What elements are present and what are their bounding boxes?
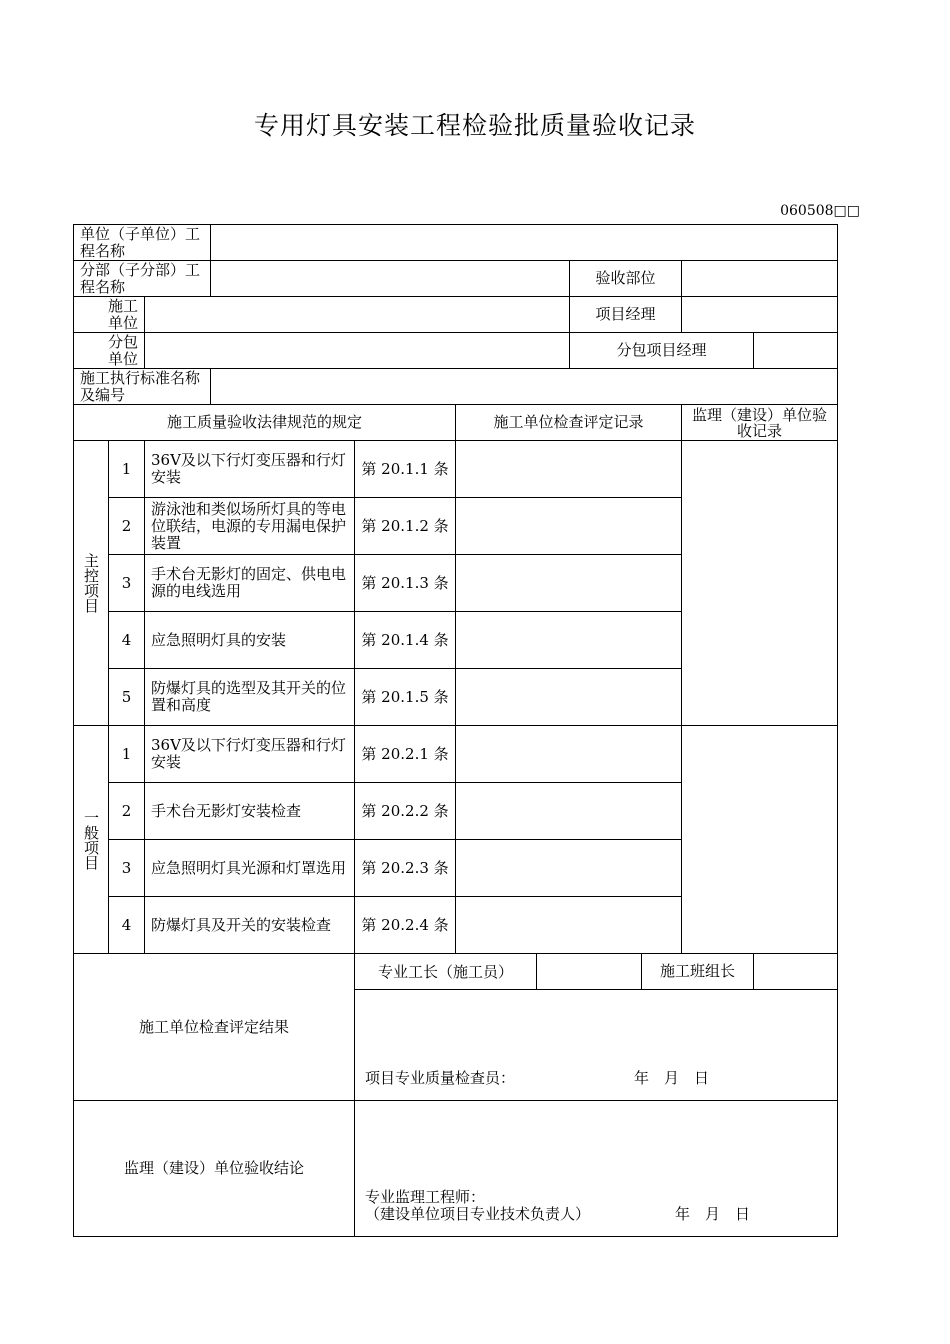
supervision-conclusion-area[interactable] [355, 1101, 838, 1237]
column-construction-check-header: 施工单位检查评定记录 [456, 405, 682, 441]
team-leader-label: 施工班组长 [642, 954, 754, 990]
item-number: 4 [109, 897, 145, 954]
item-clause: 第 20.2.3 条 [355, 840, 456, 897]
item-description: 手术台无影灯安装检查 [145, 783, 355, 840]
owner-tech-label: （建设单位项目专业技术负责人） [365, 1205, 591, 1223]
construction-check-cell[interactable] [456, 897, 682, 954]
table-row [74, 726, 838, 783]
supervision-record-cell[interactable] [682, 726, 838, 954]
foreman-label: 专业工长（施工员） [355, 954, 537, 990]
construction-unit-value[interactable] [145, 297, 570, 333]
construction-check-cell[interactable] [456, 498, 682, 555]
main-items-category: 主控项目 [74, 441, 109, 726]
construction-check-cell[interactable] [456, 612, 682, 669]
item-description: 防爆灯具的选型及其开关的位置和高度 [145, 669, 355, 726]
sub-project-value[interactable] [211, 261, 570, 297]
construction-result-area[interactable] [355, 990, 838, 1101]
item-clause: 第 20.2.2 条 [355, 783, 456, 840]
item-description: 36V及以下行灯变压器和行灯安装 [145, 441, 355, 498]
inspection-form [73, 224, 838, 1237]
construction-check-cell[interactable] [456, 783, 682, 840]
acceptance-part-value[interactable] [682, 261, 838, 297]
construction-check-cell[interactable] [456, 555, 682, 612]
standard-value[interactable] [211, 369, 838, 405]
construction-check-cell[interactable] [456, 441, 682, 498]
construction-check-cell[interactable] [456, 840, 682, 897]
supervisor-label: 专业监理工程师： [365, 1188, 486, 1206]
item-number: 5 [109, 669, 145, 726]
unit-project-label: 单位（子单位）工程名称 [74, 225, 211, 261]
item-number: 3 [109, 840, 145, 897]
conclusion-date: 年 月 日 [675, 1205, 751, 1223]
item-clause: 第 20.1.5 条 [355, 669, 456, 726]
subcontract-manager-value[interactable] [754, 333, 838, 369]
column-supervision-header: 监理（建设）单位验收记录 [682, 405, 838, 441]
item-description: 游泳池和类似场所灯具的等电位联结，电源的专用漏电保护装置 [145, 498, 355, 555]
item-clause: 第 20.1.1 条 [355, 441, 456, 498]
item-description: 应急照明灯具的安装 [145, 612, 355, 669]
item-clause: 第 20.1.4 条 [355, 612, 456, 669]
table-row [74, 441, 838, 498]
item-number: 1 [109, 726, 145, 783]
construction-check-cell[interactable] [456, 669, 682, 726]
subcontract-unit-value[interactable] [145, 333, 570, 369]
team-leader-value[interactable] [754, 954, 838, 990]
column-spec-header: 施工质量验收法律规范的规定 [74, 405, 456, 441]
page-title: 专用灯具安装工程检验批质量验收记录 [253, 111, 696, 140]
inspection-date: 年 月 日 [634, 1069, 710, 1087]
item-description: 手术台无影灯的固定、供电电源的电线选用 [145, 555, 355, 612]
construction-result-label: 施工单位检查评定结果 [74, 954, 355, 1101]
project-manager-label: 项目经理 [570, 297, 682, 333]
item-clause: 第 20.2.1 条 [355, 726, 456, 783]
item-description: 36V及以下行灯变压器和行灯安装 [145, 726, 355, 783]
foreman-value[interactable] [537, 954, 642, 990]
acceptance-part-label: 验收部位 [570, 261, 682, 297]
form-code: 060508□□ [780, 203, 860, 219]
item-number: 2 [109, 498, 145, 555]
standard-label: 施工执行标准名称及编号 [74, 369, 211, 405]
item-clause: 第 20.2.4 条 [355, 897, 456, 954]
item-description: 应急照明灯具光源和灯罩选用 [145, 840, 355, 897]
item-number: 1 [109, 441, 145, 498]
item-description: 防爆灯具及开关的安装检查 [145, 897, 355, 954]
sub-project-label: 分部（子分部）工程名称 [74, 261, 211, 297]
supervision-conclusion-label: 监理（建设）单位验收结论 [74, 1101, 355, 1237]
construction-unit-label: 施工单位 [74, 297, 145, 333]
supervision-record-cell[interactable] [682, 441, 838, 726]
quality-inspector-label: 项目专业质量检查员： [365, 1069, 516, 1087]
item-number: 3 [109, 555, 145, 612]
item-clause: 第 20.1.2 条 [355, 498, 456, 555]
project-manager-value[interactable] [682, 297, 838, 333]
subcontract-unit-label: 分包单位 [74, 333, 145, 369]
unit-project-value[interactable] [211, 225, 838, 261]
item-number: 2 [109, 783, 145, 840]
general-items-category: 一般项目 [74, 726, 109, 954]
item-number: 4 [109, 612, 145, 669]
subcontract-manager-label: 分包项目经理 [570, 333, 754, 369]
item-clause: 第 20.1.3 条 [355, 555, 456, 612]
construction-check-cell[interactable] [456, 726, 682, 783]
